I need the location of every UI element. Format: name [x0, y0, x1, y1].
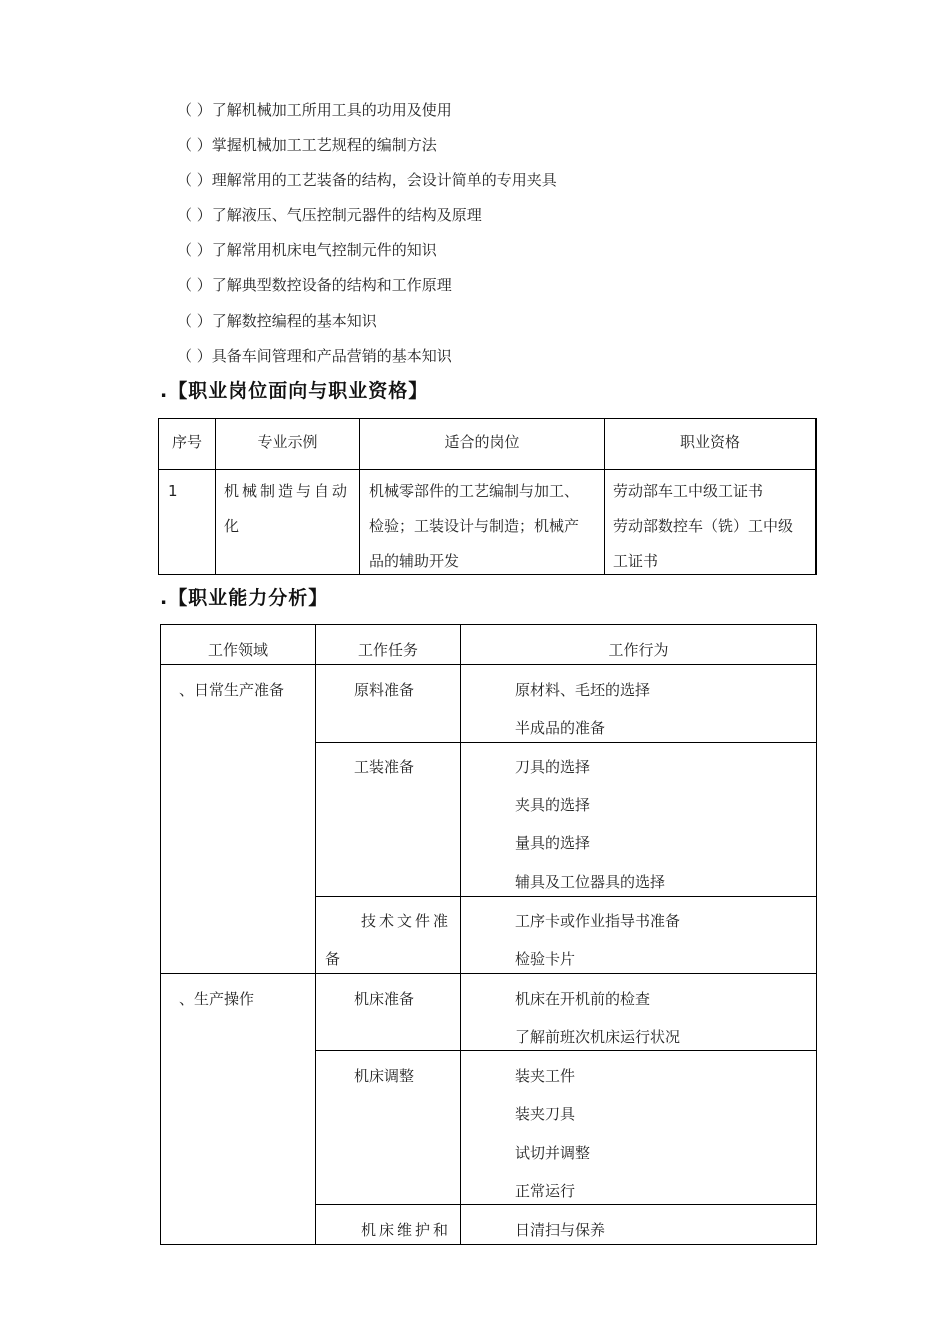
- table-header: 序号: [171, 433, 202, 451]
- work-behavior: 装夹工件: [515, 1067, 576, 1085]
- checklist-item: （ ）了解数控编程的基本知识: [177, 312, 377, 330]
- career-table: [158, 418, 817, 575]
- section-title-ability: .【职业能力分析】: [160, 587, 329, 609]
- work-behavior: 夹具的选择: [515, 796, 591, 814]
- work-task: 备: [325, 950, 341, 968]
- work-behavior: 机床在开机前的检查: [515, 990, 651, 1008]
- work-behavior: 检验卡片: [515, 950, 576, 968]
- checklist-item: （ ）了解常用机床电气控制元件的知识: [177, 241, 437, 259]
- work-behavior: 刀具的选择: [515, 758, 591, 776]
- work-behavior: 量具的选择: [515, 834, 591, 852]
- work-behavior: 半成品的准备: [515, 719, 606, 737]
- table-header: 适合的岗位: [444, 433, 520, 451]
- work-task: 机床维护和: [361, 1221, 452, 1239]
- work-behavior: 试切并调整: [515, 1144, 591, 1162]
- major-example: 化: [224, 517, 240, 535]
- position-text: 检验；工装设计与制造；机械产: [369, 517, 580, 535]
- checklist-item: （ ）了解液压、气压控制元器件的结构及原理: [177, 206, 482, 224]
- work-domain: 、生产操作: [179, 990, 255, 1008]
- qualification-text: 劳动部车工中级工证书: [613, 482, 764, 500]
- table-header: 职业资格: [679, 433, 740, 451]
- work-behavior: 日清扫与保养: [515, 1221, 606, 1239]
- checklist-item: （ ）了解典型数控设备的结构和工作原理: [177, 276, 452, 294]
- work-task: 工装准备: [354, 758, 415, 776]
- qualification-text: 劳动部数控车（铣）工中级: [613, 517, 794, 535]
- work-task: 原料准备: [354, 681, 415, 699]
- table-header: 工作任务: [357, 641, 418, 659]
- work-domain: 、日常生产准备: [179, 681, 285, 699]
- major-example: 机械制造与自动: [224, 482, 351, 500]
- work-task: 机床调整: [354, 1067, 415, 1085]
- section-title-career: .【职业岗位面向与职业资格】: [160, 380, 429, 402]
- work-task: 机床准备: [354, 990, 415, 1008]
- position-text: 机械零部件的工艺编制与加工、: [369, 482, 580, 500]
- checklist-item: （ ）了解机械加工所用工具的功用及使用: [177, 101, 452, 119]
- work-behavior: 工序卡或作业指导书准备: [515, 912, 681, 930]
- table-header: 工作领域: [207, 641, 268, 659]
- qualification-text: 工证书: [613, 552, 659, 570]
- table-header: 工作行为: [608, 641, 669, 659]
- work-behavior: 了解前班次机床运行状况: [515, 1028, 681, 1046]
- ability-table: [160, 624, 817, 1245]
- work-behavior: 辅具及工位器具的选择: [515, 873, 666, 891]
- work-task: 技术文件准: [361, 912, 452, 930]
- table-header: 专业示例: [257, 433, 318, 451]
- position-text: 品的辅助开发: [369, 552, 460, 570]
- work-behavior: 装夹刀具: [515, 1105, 576, 1123]
- row-number: 1: [168, 482, 178, 500]
- work-behavior: 正常运行: [515, 1182, 576, 1200]
- work-behavior: 原材料、毛坯的选择: [515, 681, 651, 699]
- checklist-item: （ ）理解常用的工艺装备的结构，会设计简单的专用夹具: [177, 171, 557, 189]
- checklist-item: （ ）具备车间管理和产品营销的基本知识: [177, 347, 452, 365]
- checklist-item: （ ）掌握机械加工工艺规程的编制方法: [177, 136, 437, 154]
